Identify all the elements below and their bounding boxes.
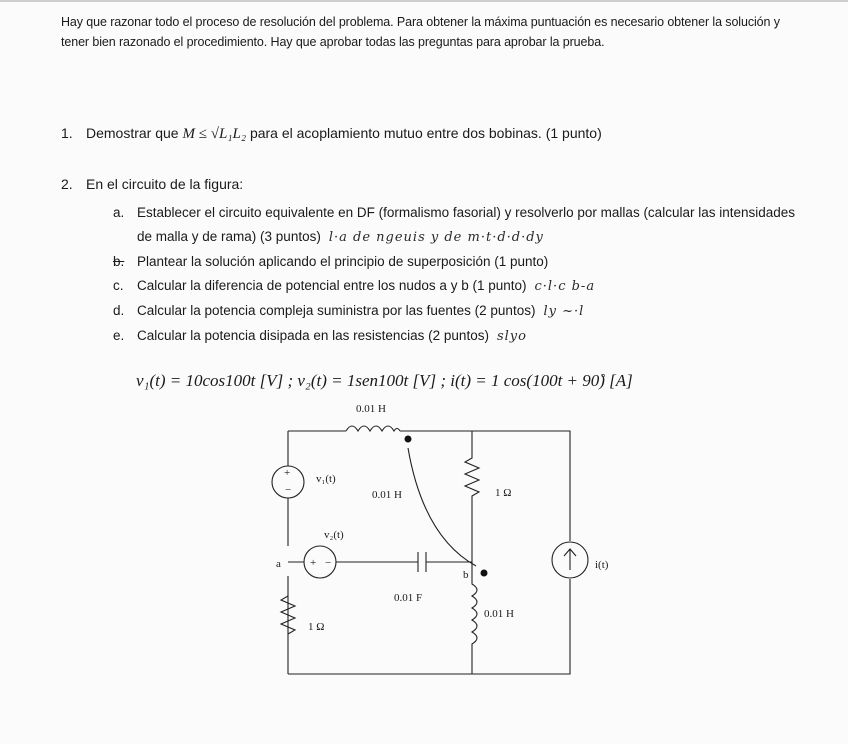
v2-minus-icon: − bbox=[325, 557, 332, 569]
circuit-diagram bbox=[240, 396, 640, 686]
subitem-c-letter: c. bbox=[113, 278, 124, 293]
wire-top bbox=[288, 431, 570, 541]
subitem-d-letter: d. bbox=[113, 303, 125, 318]
question-2-text: En el circuito de la figura: bbox=[86, 176, 244, 192]
label-capacitor: 0.01 F bbox=[394, 592, 423, 604]
subitem-c-text: Calcular la diferencia de potencial entre los nudos a y b (1 punto) bbox=[137, 278, 527, 293]
label-resistor-left: 1 Ω bbox=[308, 621, 325, 633]
subitem-b bbox=[113, 250, 813, 274]
subitem-b-letter: b. bbox=[113, 254, 125, 269]
instructions-paragraph: Hay que razonar todo el proceso de resolución del problema. Para obtener la máxima puntuación es necesario obtener la solución y tener bien razonado el procedimiento. Hay que aprobar todas las preguntas para aprobar la prueba. bbox=[61, 15, 780, 49]
page-top-rule bbox=[0, 0, 848, 2]
label-inductor-top: 0.01 H bbox=[356, 403, 386, 415]
subitem-e bbox=[113, 324, 813, 349]
source-equations: v₁(t) = 10cos100t [V] ; v₂(t) = 1sen100t [V] ; i(t) = 1 cos(100t + 90̊) [A] bbox=[136, 371, 633, 390]
subitem-d-handwritten-note: ly ~·l bbox=[543, 304, 585, 319]
subitem-e-handwritten-note: slyo bbox=[496, 329, 527, 344]
inductor-bottom bbox=[472, 566, 477, 674]
resistor-right bbox=[465, 431, 479, 566]
current-source-arrow bbox=[564, 549, 576, 570]
question-1-text bbox=[86, 125, 602, 143]
subitem-e-text: Calcular la potencia disipada en las resistencias (2 puntos) bbox=[137, 328, 489, 343]
subitem-c bbox=[113, 274, 813, 299]
label-current-source: i(t) bbox=[595, 559, 609, 571]
question-1 bbox=[61, 125, 761, 147]
handwritten-arrow bbox=[408, 448, 476, 566]
v1-minus-icon: − bbox=[285, 484, 292, 496]
subitem-e-letter: e. bbox=[113, 328, 125, 343]
node-b-dot bbox=[481, 570, 488, 577]
label-inductor-mid: 0.01 H bbox=[372, 489, 402, 501]
label-node-a: a bbox=[276, 558, 281, 570]
question-2 bbox=[61, 176, 761, 198]
subitem-b-text: Plantear la solución aplicando el principio de superposición (1 punto) bbox=[137, 254, 549, 269]
v2-plus-icon: + bbox=[310, 557, 317, 569]
subitem-a-text: Establecer el circuito equivalente en DF (formalismo fasorial) y resolverlo por mallas (calcular las intensidades de malla y de rama) (3 puntos) bbox=[137, 205, 796, 244]
label-v2: v₂(t) bbox=[324, 529, 344, 541]
label-resistor-right: 1 Ω bbox=[495, 487, 512, 499]
question-1-post: para el acoplamiento mutuo entre dos bobinas. (1 punto) bbox=[246, 125, 602, 141]
question-2-number: 2. bbox=[61, 176, 73, 192]
label-v1: v₁(t) bbox=[316, 473, 336, 485]
question-1-pre: Demostrar que bbox=[86, 125, 183, 141]
subitem-c-handwritten-note: c·l·c b-a bbox=[534, 279, 596, 294]
label-inductor-bottom: 0.01 H bbox=[484, 608, 514, 620]
subitem-d bbox=[113, 299, 813, 324]
subitem-a bbox=[113, 201, 813, 250]
subitem-a-handwritten-note: l·a de ngeuis y de m·t·d·d·dy bbox=[328, 230, 544, 245]
inductor-top bbox=[346, 426, 400, 431]
subitem-d-text: Calcular la potencia compleja suministra por las fuentes (2 puntos) bbox=[137, 303, 536, 318]
question-1-number: 1. bbox=[61, 125, 73, 141]
wire-bottom bbox=[288, 579, 570, 674]
label-node-b: b bbox=[463, 569, 469, 581]
subitem-a-letter: a. bbox=[113, 205, 125, 220]
v1-plus-icon: + bbox=[284, 467, 291, 479]
dot-mark-top bbox=[405, 436, 412, 443]
question-1-math: M ≤ √L₁L₂ bbox=[182, 126, 247, 142]
question-2-subitems bbox=[113, 201, 813, 349]
